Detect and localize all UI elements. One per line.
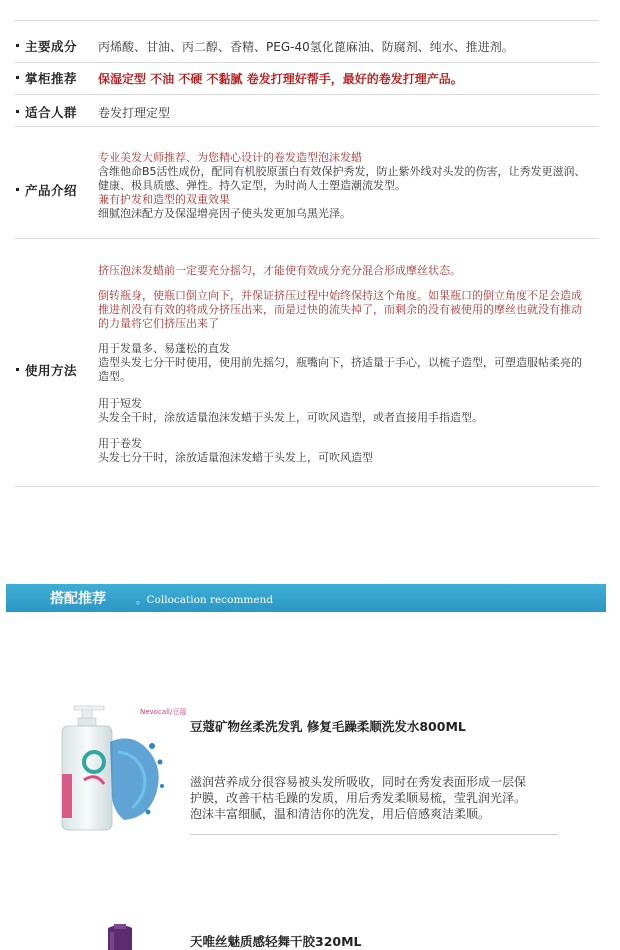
usage-warning: 挤压泡沫发蜡前一定要充分摇匀，才能使有效成分充分混合形成摩丝状态。 <box>98 264 461 277</box>
usage-group-short: 用于短发 头发全干时，涂放适量泡沫发蜡于头发上，可吹风造型，或者直接用手指造型。 <box>98 397 483 424</box>
product-divider <box>190 834 558 835</box>
product-title[interactable]: 豆蔻矿物丝柔洗发乳 修复毛躁柔顺洗发水800ML <box>190 719 466 734</box>
usage-label: 使用方法 <box>25 363 78 378</box>
spec-label-recommend: 掌柜推荐 <box>25 71 78 86</box>
spec-label-ingredients: 主要成分 <box>25 39 78 54</box>
intro-text-2: 细腻泡沫配方及保湿增亮因子使头发更加乌黑光泽。 <box>98 207 351 220</box>
usage-group-straight: 用于发量多、易蓬松的直发 造型头发七分干时使用，使用前先摇匀，瓶嘴向下，挤适量于手心，以梳子造型，可塑造服帖柔亮的 造型。 <box>98 342 582 383</box>
row-bullet <box>16 188 19 191</box>
table-top-border <box>14 20 598 21</box>
table-bottom-border <box>14 486 598 487</box>
row-bullet <box>16 44 19 47</box>
shampoo-bottle-image[interactable] <box>52 702 182 834</box>
usage-warning-2: 倒转瓶身，使瓶口倒立向下，并保证挤压过程中始终保持这个角度。如果瓶口的倒立角度不足会造成 推进剂没有有效的将成分挤压出来，而是过快的流失掉了，而剩余的没有被使用的摩丝也就没有推动 的力量将它们挤压出来了 <box>98 289 582 330</box>
intro-text: 含维他命B5活性成份，配同有机胶原蛋白有效保护秀发，防止紫外线对头发的伤害，让秀发更滋润、 健康、极具质感、弹性。持久定型，为时尚人士塑造潮流发型。 <box>98 165 586 192</box>
row-divider <box>14 62 598 63</box>
intro-label: 产品介绍 <box>25 183 78 198</box>
row-bullet <box>16 368 19 371</box>
spec-label-audience: 适合人群 <box>25 105 78 120</box>
product-description: 滋润营养成分很容易被头发所吸收，同时在秀发表面形成一层保 护膜，改善干枯毛躁的发质，用后秀发柔顺易梳，莹乳润光泽。 泡沫丰富细腻，温和清洁你的洗发，用后倍感爽洁柔顺。 <box>190 775 527 821</box>
banner-title: 搭配推荐 <box>50 591 106 607</box>
hairspray-can-image[interactable] <box>100 922 140 950</box>
intro-highlight: 专业美发大师推荐、为您精心设计的卷发造型泡沫发蜡 <box>98 151 362 164</box>
product-brand-label: Nevocall/豆蔻 <box>140 708 187 716</box>
product-title-2[interactable]: 天唯丝魅质感轻舞干胶320ML <box>190 934 362 949</box>
row-bullet <box>16 76 19 79</box>
spec-value-audience: 卷发打理定型 <box>98 106 171 120</box>
collocation-banner <box>6 584 606 612</box>
row-divider <box>14 126 598 127</box>
spec-value-recommend: 保湿定型 不油 不硬 不黏腻 卷发打理好帮手，最好的卷发打理产品。 <box>98 72 463 86</box>
intro-highlight-2: 兼有护发和造型的双重效果 <box>98 193 230 206</box>
row-divider <box>14 238 598 239</box>
spec-value-ingredients: 丙烯酸、甘油、丙二醇、香精、PEG-40氢化蓖麻油、防腐剂、纯水、推进剂。 <box>98 40 514 54</box>
row-divider <box>14 94 598 95</box>
banner-subtitle: 。Collocation recommend <box>136 594 274 606</box>
usage-group-curly: 用于卷发 头发七分干时，涂放适量泡沫发蜡于头发上，可吹风造型 <box>98 437 373 464</box>
row-bullet <box>16 110 19 113</box>
